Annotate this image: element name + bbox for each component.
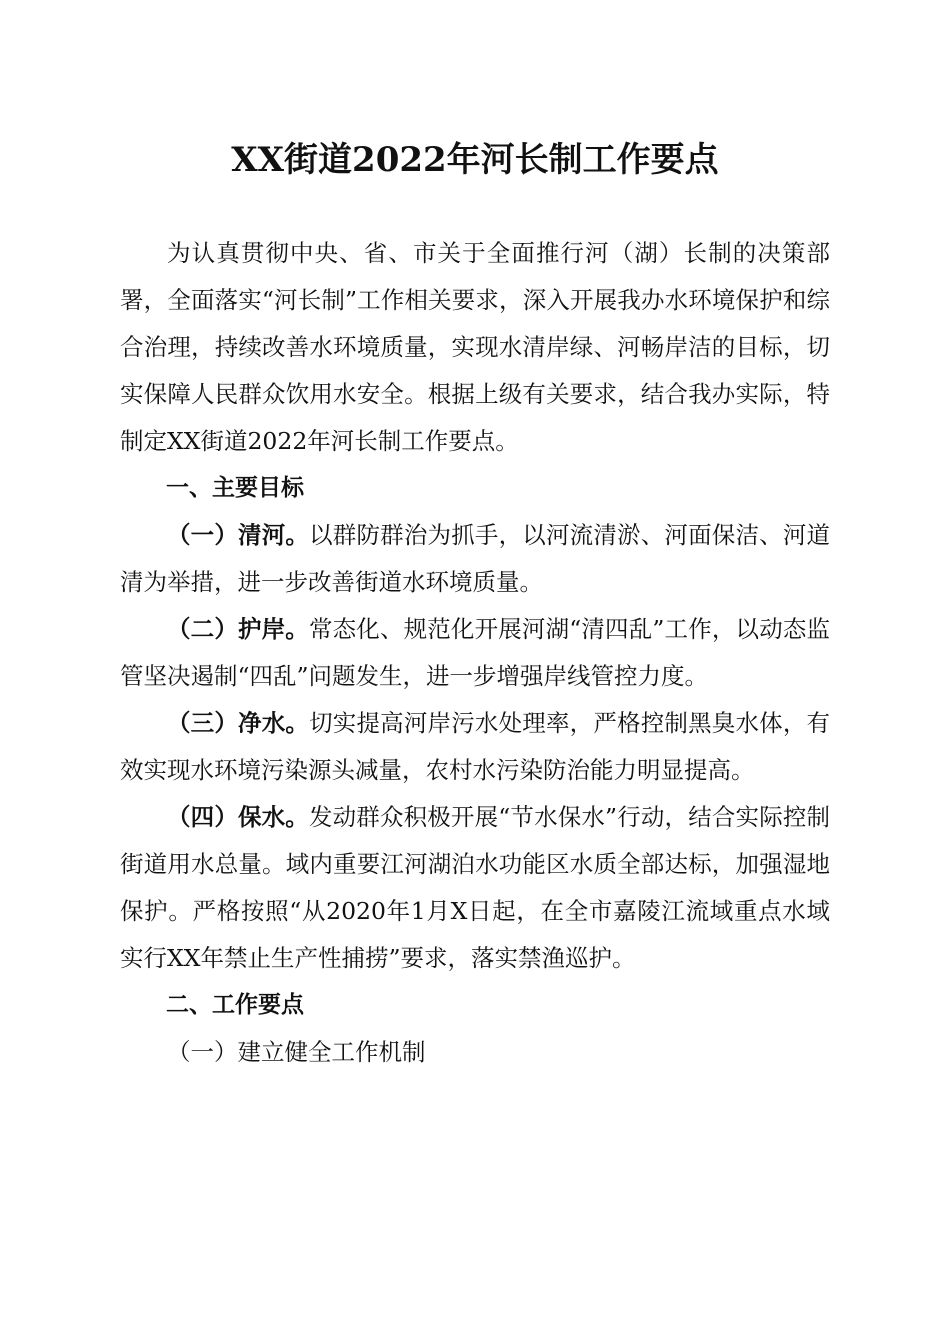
goal-text: 切实提高河岸污水处理率，严格控制黑臭水体，有效实现水环境污染源头减量，农村水污染防治能力明显提高。: [120, 709, 831, 784]
intro-paragraph: 为认真贯彻中央、省、市关于全面推行河（湖）长制的决策部署，全面落实“河长制”工作相关要求，深入开展我办水环境保护和综合治理，持续改善水环境质量，实现水清岸绿、河畅岸洁的目标，切实保障人民群众饮用水安全。根据上级有关要求，结合我办实际，特制定XX街道2022年河长制工作要点。: [120, 239, 830, 455]
section-heading-main-goals: 一、主要目标: [166, 475, 304, 501]
goal-paragraph-clear-river: [120, 512, 830, 606]
goal-paragraph-conserve-water: [120, 794, 830, 982]
goal-lead: （四）保水。: [167, 803, 309, 831]
goal-lead: （三）净水。: [167, 709, 310, 737]
subsection-heading-mechanism: （一）建立健全工作机制: [167, 1038, 426, 1066]
goal-lead: （一）清河。: [167, 521, 310, 549]
goal-text: 常态化、规范化开展河湖“清四乱”工作，以动态监管坚决遏制“四乱”问题发生，进一步增强岸线管控力度。: [120, 615, 831, 690]
section-heading-work-points: 二、工作要点: [166, 992, 304, 1018]
goal-paragraph-clean-water: [120, 700, 830, 794]
goal-text: 以群防群治为抓手，以河流清淤、河面保洁、河道清为举措，进一步改善街道水环境质量。: [120, 521, 831, 596]
document-title: XX街道2022年河长制工作要点: [231, 140, 719, 180]
goal-text: 发动群众积极开展“节水保水”行动，结合实际控制街道用水总量。域内重要江河湖泊水功能区水质全部达标，加强湿地保护。严格按照“从2020年1月X日起，在全市嘉陵江流域重点水域实行XX年禁止生产性捕捞”要求，落实禁渔巡护。: [120, 803, 831, 972]
document-body: [120, 230, 830, 1076]
goal-lead: （二）护岸。: [167, 615, 309, 643]
goal-paragraph-protect-bank: [120, 606, 830, 700]
